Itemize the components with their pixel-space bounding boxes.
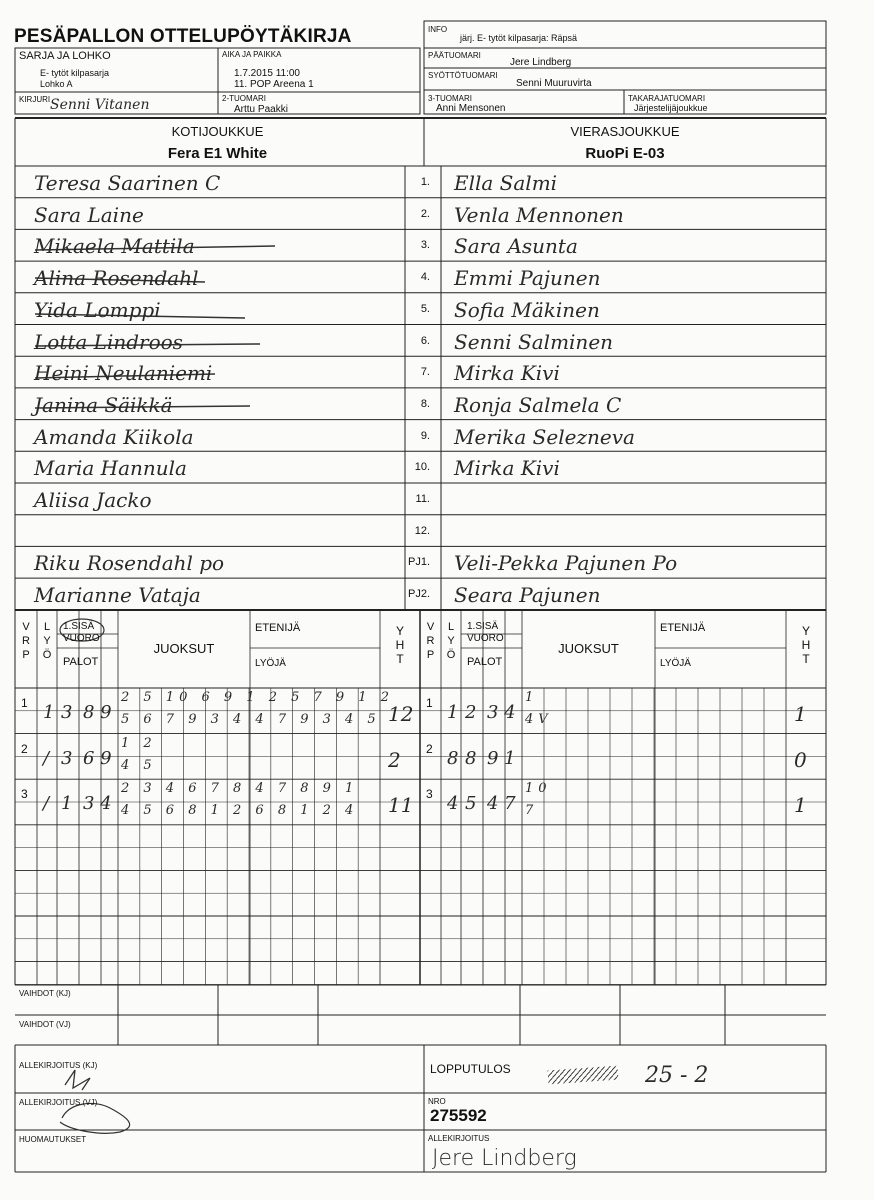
label-nro: NRO bbox=[428, 1097, 446, 1106]
home-header-juoksut: JUOKSUT bbox=[153, 641, 215, 656]
sarja-line1: E- tytöt kilpasarja bbox=[40, 68, 110, 78]
away-team-name: RuoPi E-03 bbox=[585, 145, 665, 162]
home-inning-vrp: 3 bbox=[21, 787, 28, 802]
home-player-name: Aliisa Jacko bbox=[34, 488, 152, 512]
away-header-lyo: L bbox=[447, 621, 455, 633]
away-header-vrp: V bbox=[426, 621, 435, 633]
home-inning-vrp: 1 bbox=[21, 696, 28, 710]
info-value: järj. E- tytöt kilpasarja: Räpsä bbox=[460, 33, 578, 43]
roster-number: PJ1. bbox=[407, 556, 430, 569]
home-inning-sisa: 3 bbox=[61, 747, 73, 769]
home-inning-sisa: 1 bbox=[61, 793, 73, 815]
away-inning-vrp: 2 bbox=[426, 741, 433, 756]
lopputulos-value: 25 - 2 bbox=[645, 1063, 709, 1088]
label-allekirjoitus: ALLEKIRJOITUS bbox=[428, 1134, 490, 1143]
away-player-name: Venla Mennonen bbox=[454, 202, 624, 227]
home-header-lyoja: LYÖJÄ bbox=[255, 658, 286, 669]
away-header-vrp: P bbox=[426, 649, 435, 661]
away-player-name: Sofia Mäkinen bbox=[454, 297, 600, 322]
home-inning-etenija: 2 3 4 6 7 8 4 7 8 9 1 bbox=[121, 781, 359, 797]
aika-line1: 1.7.2015 11:00 bbox=[234, 68, 300, 79]
roster-number: 2. bbox=[420, 207, 430, 220]
home-inning-sisa: 3 bbox=[61, 702, 73, 723]
home-header-lyo: Y bbox=[43, 635, 51, 647]
away-player-name: Mirka Kivi bbox=[454, 456, 560, 481]
home-inning-yht: 12 bbox=[388, 702, 414, 726]
home-player-name: Mikaela Mattila bbox=[34, 234, 195, 259]
home-inning-ly: 1 bbox=[43, 702, 55, 723]
away-inning-palot: 3 4 bbox=[487, 702, 516, 723]
roster-number: 9. bbox=[420, 429, 430, 442]
away-inning-yht: 1 bbox=[794, 702, 807, 726]
home-inning-etenija: 2 5 10 6 9 1 2 5 7 9 1 2 bbox=[121, 690, 394, 705]
away-inning-sisa: 8 bbox=[465, 747, 477, 769]
label-allek-kj: ALLEKIRJOITUS (KJ) bbox=[19, 1061, 98, 1070]
home-player-name: Lotta Lindroos bbox=[34, 329, 183, 354]
away-player-name: Senni Salminen bbox=[454, 329, 614, 354]
away-player-name: Merika Selezneva bbox=[454, 424, 635, 449]
away-header-lyoja: LYÖJÄ bbox=[660, 658, 691, 669]
away-header-juoksut: JUOKSUT bbox=[558, 641, 619, 656]
home-player-name: Janina Säikkä bbox=[34, 392, 173, 417]
roster-number: 3. bbox=[420, 239, 430, 252]
away-header-yht: H bbox=[801, 638, 811, 652]
home-header-yht: Y bbox=[395, 624, 404, 638]
roster-number: 12. bbox=[414, 524, 430, 537]
away-header-yht: Y bbox=[801, 624, 810, 638]
away-inning-vrp: 1 bbox=[426, 696, 433, 710]
away-inning-yht: 0 bbox=[794, 747, 807, 772]
home-header-yht: T bbox=[396, 652, 404, 666]
away-header-vrp: R bbox=[426, 635, 435, 647]
away-header-lyo: Y bbox=[447, 635, 455, 647]
away-player-name: Emmi Pajunen bbox=[454, 266, 601, 291]
away-header-yht: T bbox=[802, 652, 810, 666]
takaraja-value: Järjestelijäjoukkue bbox=[634, 103, 708, 113]
aika-line2: 11. POP Areena 1 bbox=[234, 79, 314, 90]
away-inning-lyoja: 4V bbox=[525, 712, 553, 727]
kj-signature-scribble bbox=[65, 1070, 90, 1090]
home-inning-palot: 3 4 bbox=[83, 793, 112, 815]
home-header-lyo: Ö bbox=[42, 649, 52, 661]
label-tuomari3: 3-TUOMARI bbox=[428, 94, 472, 103]
home-inning-yht: 11 bbox=[388, 793, 414, 818]
home-header-vuoro: VUORO bbox=[63, 633, 100, 644]
label-allek-vj: ALLEKIRJOITUS (VJ) bbox=[19, 1098, 98, 1107]
tuomari3-value: Anni Mensonen bbox=[436, 103, 506, 114]
roster-number: 8. bbox=[420, 397, 430, 410]
label-sarja: SARJA JA LOHKO bbox=[19, 50, 111, 62]
away-player-name: Veli-Pekka Pajunen Po bbox=[454, 551, 678, 576]
roster-number: 5. bbox=[420, 302, 430, 315]
away-inning-ly: 1 bbox=[447, 702, 459, 723]
home-inning-yht: 2 bbox=[388, 747, 401, 772]
home-player-name: Maria Hannula bbox=[34, 456, 187, 481]
home-header-vrp: V bbox=[22, 621, 30, 633]
home-inning-ly: / bbox=[43, 793, 50, 815]
roster-number: 11. bbox=[415, 493, 430, 505]
syotto-value: Senni Muuruvirta bbox=[516, 78, 592, 89]
sarja-line2: Lohko A bbox=[40, 79, 73, 89]
form-title: PESÄPALLON OTTELUPÖYTÄKIRJA bbox=[14, 26, 352, 47]
away-inning-ly: 8 bbox=[447, 747, 459, 769]
away-inning-yht: 1 bbox=[794, 793, 807, 818]
paatuomari-value: Jere Lindberg bbox=[510, 57, 572, 68]
home-player-name: Amanda Kiikola bbox=[34, 424, 194, 449]
referee-signature: Jere Lindberg bbox=[432, 1146, 577, 1171]
label-paatuomari: PÄÄTUOMARI bbox=[428, 51, 481, 60]
label-aika: AIKA JA PAIKKA bbox=[222, 50, 282, 59]
label-kirjuri: KIRJURI bbox=[19, 95, 51, 104]
away-inning-sisa: 5 bbox=[465, 793, 477, 815]
roster-number: PJ2. bbox=[407, 588, 430, 601]
home-header-sisa: 1.SISÄ bbox=[63, 621, 95, 632]
away-player-name: Seara Pajunen bbox=[454, 583, 601, 608]
home-player-name: Teresa Saarinen C bbox=[34, 171, 221, 195]
home-player-name: Alina Rosendahl bbox=[34, 266, 199, 291]
home-inning-etenija: 1 2 bbox=[121, 735, 157, 751]
away-player-name: Ronja Salmela C bbox=[454, 392, 622, 417]
home-team-label: KOTIJOUKKUE bbox=[171, 124, 264, 139]
home-player-name: Sara Laine bbox=[34, 202, 144, 227]
home-inning-lyoja: 4 5 6 8 1 2 6 8 1 2 4 bbox=[121, 803, 359, 819]
away-player-name: Ella Salmi bbox=[454, 171, 558, 195]
label-syotto: SYÖTTÖTUOMARI bbox=[428, 71, 498, 80]
away-inning-palot: 9 1 bbox=[487, 747, 516, 769]
label-tuomari2: 2-TUOMARI bbox=[222, 94, 266, 103]
vj-signature-scribble bbox=[60, 1103, 130, 1133]
roster-number: 1. bbox=[420, 176, 430, 188]
home-inning-ly: / bbox=[43, 747, 50, 769]
away-header-vuoro: VUORO bbox=[467, 633, 504, 644]
roster-number: 6. bbox=[420, 334, 430, 347]
away-player-name: Sara Asunta bbox=[454, 234, 578, 259]
home-player-name: Yida Lomppi bbox=[34, 297, 161, 322]
home-inning-palot: 8 9 bbox=[83, 702, 112, 723]
roster-number: 4. bbox=[420, 271, 430, 284]
home-header-vrp: P bbox=[22, 649, 30, 661]
roster-number: 7. bbox=[420, 366, 430, 379]
away-player-name: Mirka Kivi bbox=[454, 361, 560, 386]
label-huom: HUOMAUTUKSET bbox=[19, 1135, 87, 1144]
away-inning-lyoja: 7 bbox=[525, 803, 539, 819]
nro-value: 275592 bbox=[430, 1106, 487, 1125]
away-header-palot: PALOT bbox=[467, 656, 503, 668]
label-info: INFO bbox=[428, 25, 448, 34]
label-vaihdot-vj: VAIHDOT (VJ) bbox=[19, 1020, 71, 1029]
away-inning-etenija: 10 bbox=[525, 781, 552, 797]
away-inning-palot: 4 7 bbox=[487, 793, 516, 815]
home-inning-palot: 6 9 bbox=[83, 747, 112, 769]
home-header-palot: PALOT bbox=[63, 656, 99, 668]
away-header-etenija: ETENIJÄ bbox=[660, 622, 706, 634]
away-inning-vrp: 3 bbox=[426, 787, 433, 802]
home-team-name: Fera E1 White bbox=[167, 145, 268, 162]
roster-number: 10. bbox=[414, 461, 430, 474]
label-takaraja: TAKARAJATUOMARI bbox=[628, 94, 706, 103]
label-vaihdot-kj: VAIHDOT (KJ) bbox=[19, 989, 71, 998]
home-inning-vrp: 2 bbox=[21, 741, 28, 756]
away-team-label: VIERASJOUKKUE bbox=[570, 124, 680, 139]
away-header-sisa: 1.SISÄ bbox=[467, 621, 499, 632]
kirjuri-signature: Senni Vitanen bbox=[50, 97, 150, 113]
home-player-name: Heini Neulaniemi bbox=[34, 361, 213, 386]
away-inning-etenija: 1 bbox=[525, 690, 539, 705]
away-header-lyo: Ö bbox=[446, 649, 456, 661]
away-inning-ly: 4 bbox=[447, 793, 459, 815]
home-header-yht: H bbox=[395, 638, 405, 652]
tuomari2-value: Arttu Paakki bbox=[234, 104, 288, 115]
home-player-name: Riku Rosendahl po bbox=[34, 551, 225, 576]
home-inning-lyoja: 4 5 bbox=[121, 757, 157, 773]
home-player-name: Marianne Vataja bbox=[34, 583, 201, 608]
home-header-etenija: ETENIJÄ bbox=[255, 622, 301, 634]
home-inning-lyoja: 5 6 7 9 3 4 4 7 9 3 4 5 bbox=[121, 712, 381, 727]
home-header-vrp: R bbox=[22, 635, 30, 647]
away-inning-sisa: 2 bbox=[465, 702, 477, 723]
home-header-lyo: L bbox=[43, 621, 51, 633]
label-lopputulos: LOPPUTULOS bbox=[430, 1062, 511, 1076]
